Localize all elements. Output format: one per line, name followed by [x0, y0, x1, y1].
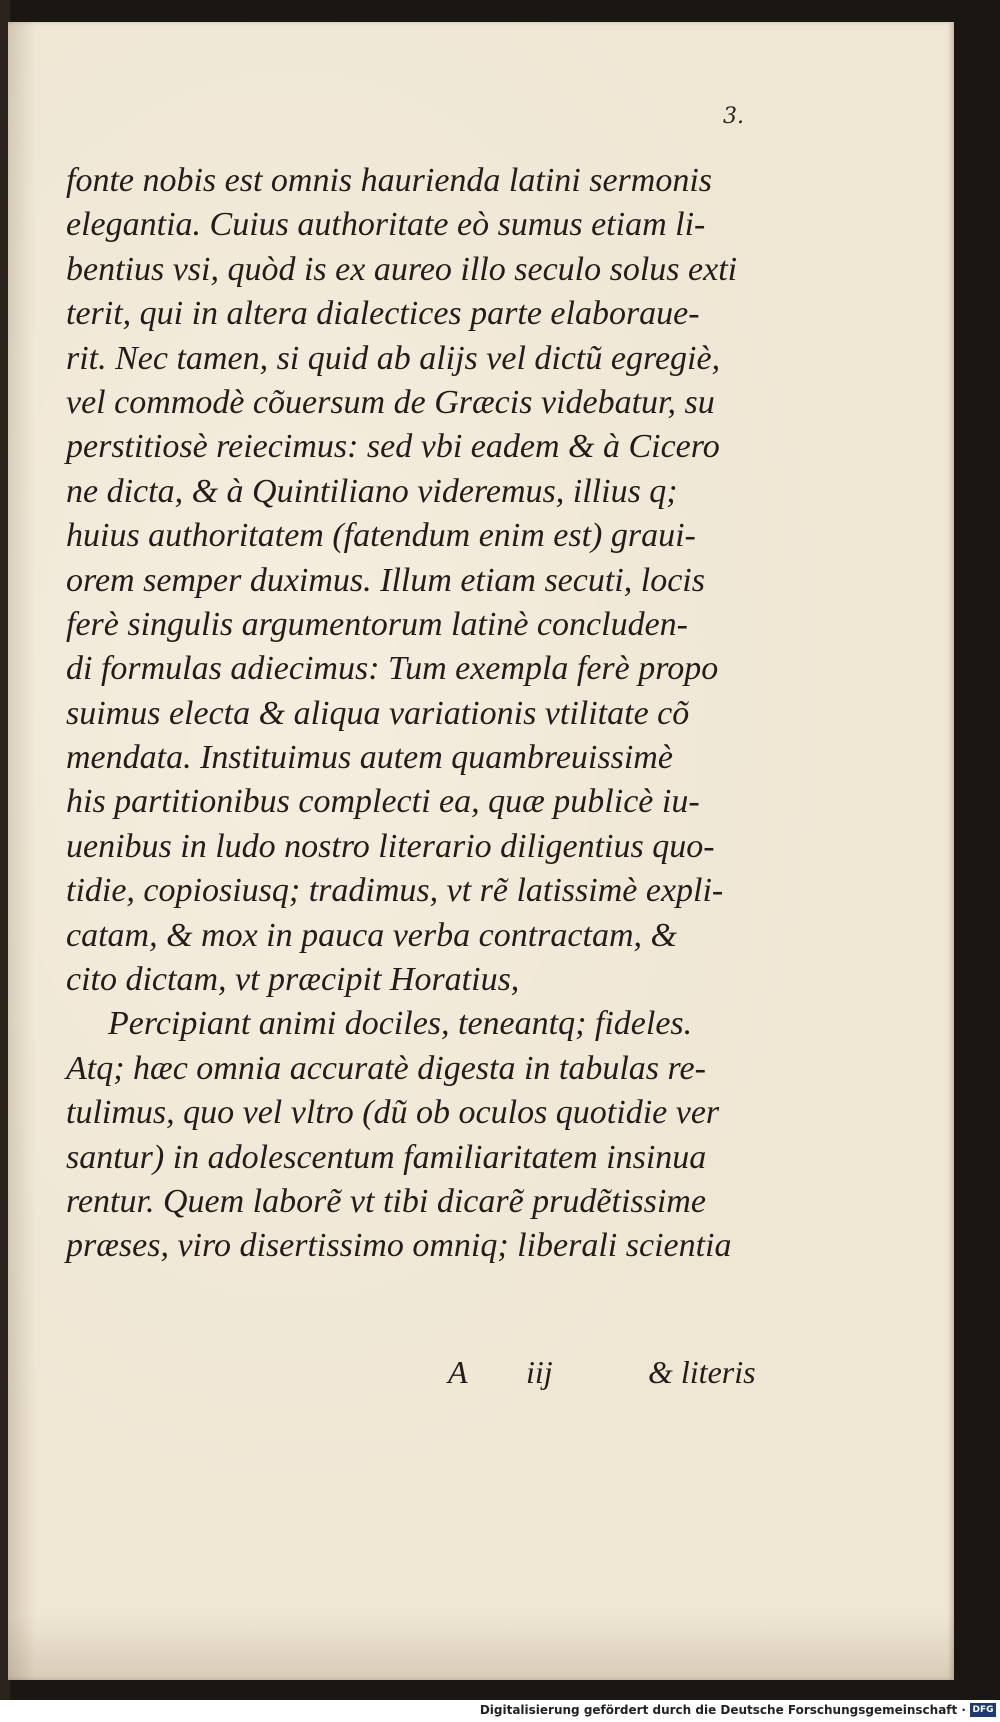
dfg-logo-icon: DFG — [970, 1703, 996, 1717]
text-line: vel commodè cõuersum de Græcis videbatur, su — [66, 383, 715, 421]
page-number: 3. — [723, 104, 744, 129]
text-line: ne dicta, & à Quintiliano videremus, illius q; — [66, 472, 678, 510]
catchword: & literis — [648, 1354, 756, 1390]
text-line: his partitionibus complecti ea, quæ publicè iu- — [66, 783, 700, 821]
text-line: rit. Nec tamen, si quid ab alijs vel dictũ egregiè, — [66, 339, 721, 377]
verse-line: Percipiant animi dociles, teneantq; fideles. — [108, 1005, 693, 1043]
book-page — [8, 22, 954, 1680]
text-line: Atq; hæc omnia accuratè digesta in tabulas re- — [66, 1049, 706, 1087]
text-line: præses, viro disertissimo omniq; liberali scientia — [66, 1227, 732, 1265]
footer-bar — [0, 1700, 1000, 1722]
body-text — [66, 159, 796, 1269]
funding-credit: Digitalisierung gefördert durch die Deutsche Forschungsgemeinschaft · — [479, 1703, 966, 1717]
signature-line — [8, 1354, 1000, 1398]
text-line: catam, & mox in pauca verba contractam, & — [66, 916, 677, 954]
text-line: huius authoritatem (fatendum enim est) graui- — [66, 517, 696, 555]
signature-number: iij — [526, 1354, 553, 1390]
text-line: fonte nobis est omnis haurienda latini sermonis — [66, 162, 712, 199]
text-line: di formulas adiecimus: Tum exempla ferè propo — [66, 650, 719, 688]
text-line: uenibus in ludo nostro literario diligentius quo- — [66, 827, 715, 865]
text-line: mendata. Instituimus autem quambreuissimè — [66, 739, 673, 777]
text-line: terit, qui in altera dialectices parte elaboraue- — [66, 295, 700, 333]
signature-mark: A — [448, 1354, 468, 1390]
text-line: ferè singulis argumentorum latinè concluden- — [66, 605, 688, 643]
text-line: tulimus, quo vel vltro (dũ ob oculos quotidie ver — [66, 1094, 720, 1132]
text-line: bentius vsi, quòd is ex aureo illo seculo solus exti — [66, 250, 738, 288]
text-line: santur) in adolescentum familiaritatem insinua — [66, 1138, 707, 1176]
text-line: suimus electa & aliqua variationis vtilitate cõ — [66, 694, 690, 732]
text-line: elegantia. Cuius authoritate eò sumus etiam li- — [66, 206, 706, 244]
text-line: perstitiosè reiecimus: sed vbi eadem & à Cicero — [66, 428, 720, 466]
text-line: cito dictam, vt præcipit Horatius, — [66, 961, 520, 999]
text-line: tidie, copiosiusq; tradimus, vt rẽ latissimè expli- — [66, 872, 724, 910]
text-line: rentur. Quem laborẽ vt tibi dicarẽ prudẽtissime — [66, 1182, 706, 1220]
text-line: orem semper duximus. Illum etiam secuti, locis — [66, 561, 705, 599]
